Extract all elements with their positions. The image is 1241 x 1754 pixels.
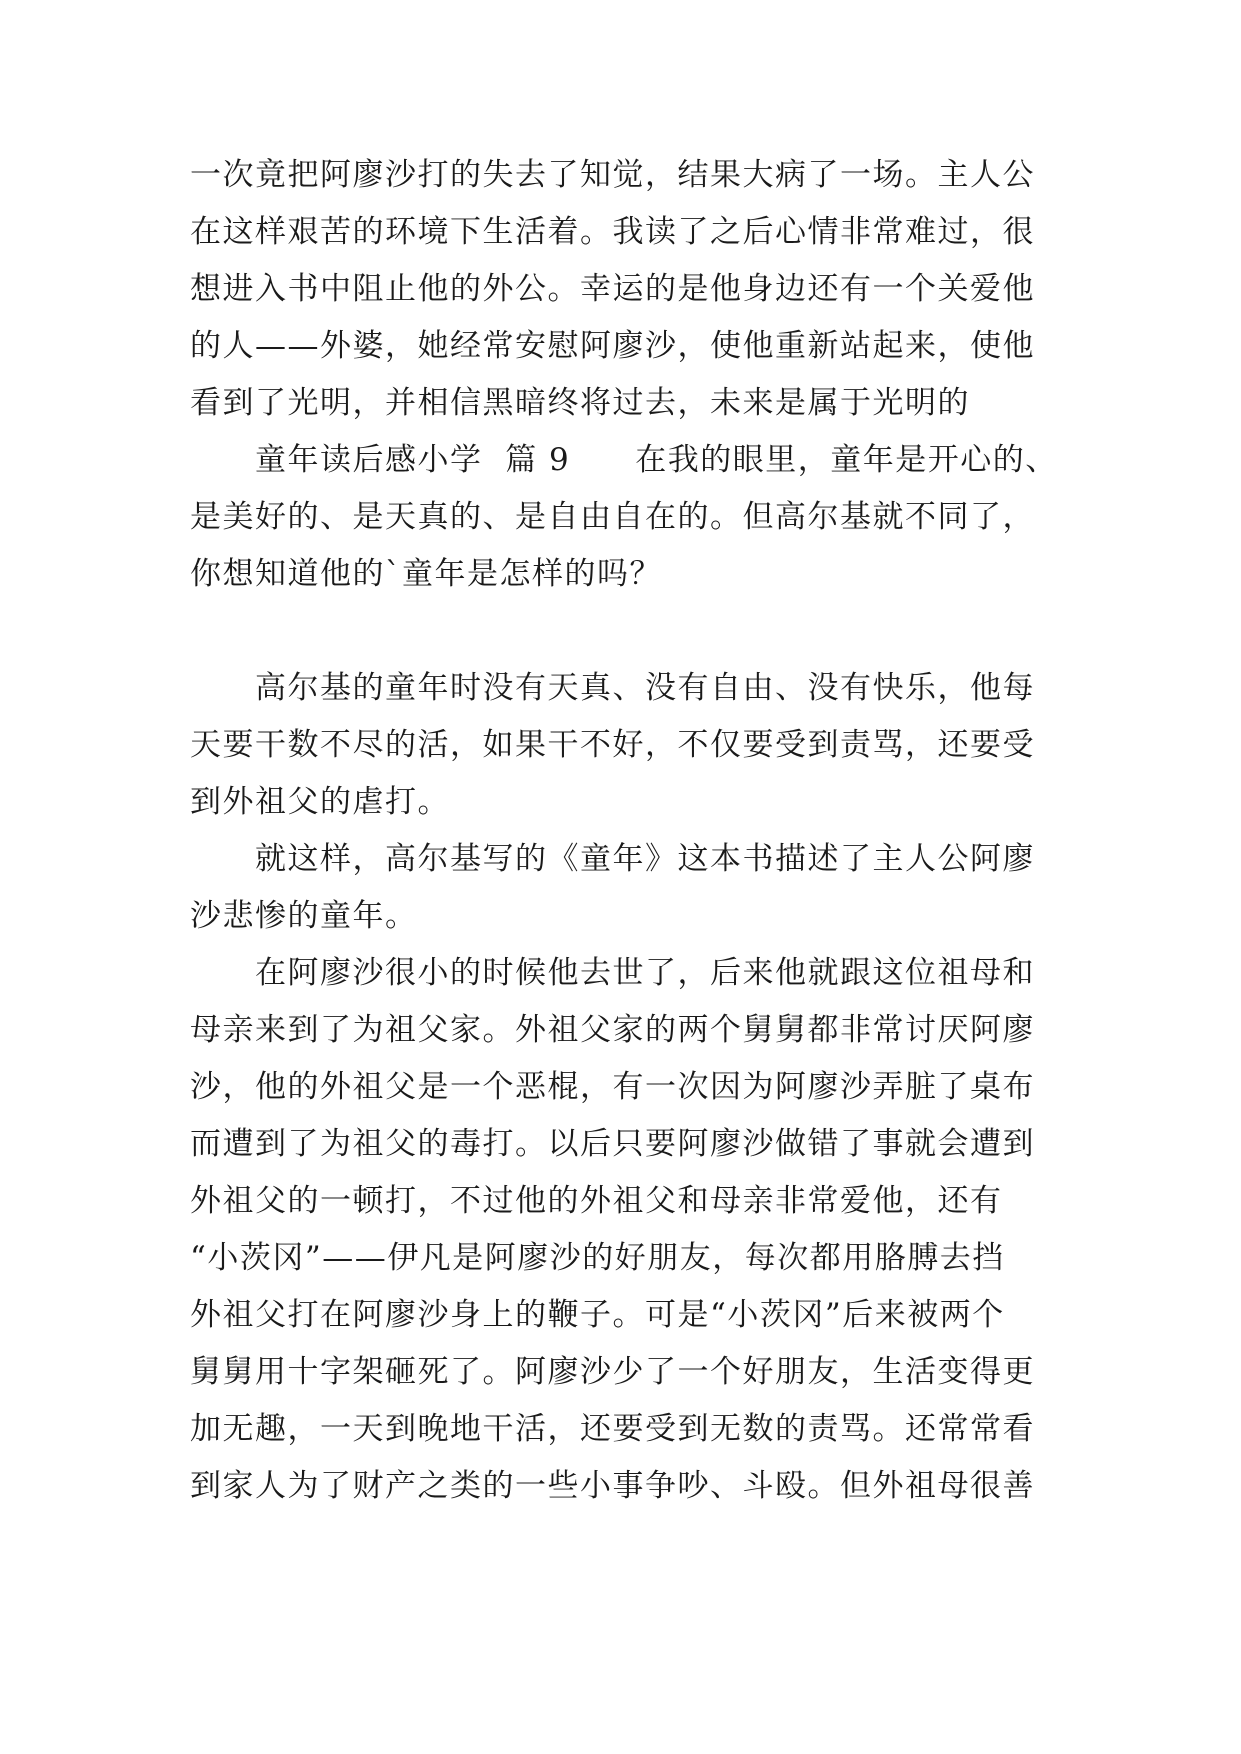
text-line: 天要干数不尽的活，如果干不好，不仅要受到责骂，还要受 <box>190 727 1035 763</box>
text-line: 你想知道他的`童年是怎样的吗？ <box>190 556 662 592</box>
text-line: 就这样，高尔基写的《童年》这本书描述了主人公阿廖 <box>190 841 1035 877</box>
text-line: 外祖父的一顿打，不过他的外祖父和母亲非常爱他，还有 <box>190 1183 1003 1219</box>
text-line: 的人——外婆，她经常安慰阿廖沙，使他重新站起来，使他 <box>190 328 1035 364</box>
text-line: 在阿廖沙很小的时候他去世了，后来他就跟这位祖母和 <box>190 955 1035 991</box>
text-line: 一次竟把阿廖沙打的失去了知觉，结果大病了一场。主人公 <box>190 157 1035 193</box>
section-heading-line: 童年读后感小学 篇 9 在我的眼里，童年是开心的、 <box>190 442 1058 478</box>
text-line: 外祖父打在阿廖沙身上的鞭子。可是“小茨冈”后来被两个 <box>190 1297 1005 1333</box>
text-line: 看到了光明，并相信黑暗终将过去，未来是属于光明的 <box>190 385 970 421</box>
text-line: 舅舅用十字架砸死了。阿廖沙少了一个好朋友，生活变得更 <box>190 1354 1035 1390</box>
text-line: 加无趣，一天到晚地干活，还要受到无数的责骂。还常常看 <box>190 1411 1035 1447</box>
text-line: 到外祖父的虐打。 <box>190 784 450 820</box>
text-line: 到家人为了财产之类的一些小事争吵、斗殴。但外祖母很善 <box>190 1468 1035 1504</box>
text-line: 沙，他的外祖父是一个恶棍，有一次因为阿廖沙弄脏了桌布 <box>190 1069 1035 1105</box>
text-line: 想进入书中阻止他的外公。幸运的是他身边还有一个关爱他 <box>190 271 1035 307</box>
text-line: 而遭到了为祖父的毒打。以后只要阿廖沙做错了事就会遭到 <box>190 1126 1035 1162</box>
text-line: 是美好的、是天真的、是自由自在的。但高尔基就不同了， <box>190 499 1035 535</box>
text-line: 在这样艰苦的环境下生活着。我读了之后心情非常难过，很 <box>190 214 1035 250</box>
text-line: 母亲来到了为祖父家。外祖父家的两个舅舅都非常讨厌阿廖 <box>190 1012 1035 1048</box>
text-line: 沙悲惨的童年。 <box>190 898 418 934</box>
text-line: “小茨冈”——伊凡是阿廖沙的好朋友，每次都用胳膊去挡 <box>190 1240 1005 1276</box>
text-line: 高尔基的童年时没有天真、没有自由、没有快乐，他每 <box>190 670 1035 706</box>
